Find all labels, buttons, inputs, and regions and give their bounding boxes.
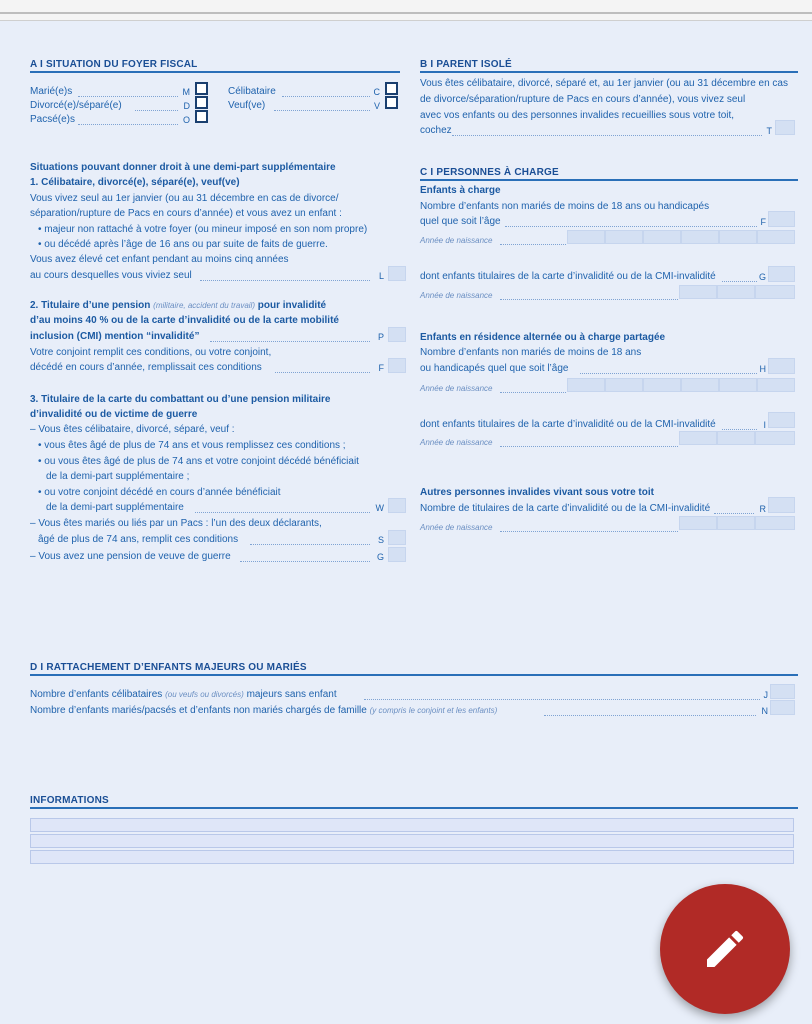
enfants-charge-title: Enfants à charge [420, 185, 501, 196]
parent-isole-line4: cochez [420, 125, 452, 136]
checkbox-pacse[interactable] [195, 110, 208, 123]
code-m: M [182, 87, 190, 97]
section-d-title: D I RATTACHEMENT D’ENFANTS MAJEURS OU MARIÉS [30, 662, 307, 673]
label-divorce: Divorcé(e)/séparé(e) [30, 100, 122, 111]
code-g-c: G [758, 272, 766, 282]
rattachement-line2: Nombre d’enfants mariés/pacsés et d’enfants non mariés chargés de famille (y compris le conjoint et les enfants) [30, 705, 498, 716]
item3-line5: • ou vous êtes âgé de plus de 74 ans et votre conjoint décédé bénéficiait [38, 456, 359, 467]
birth-year-r-1[interactable] [679, 516, 717, 530]
code-i: I [763, 420, 766, 430]
item3-line2: d’invalidité ou de victime de guerre [30, 409, 198, 420]
item2-line3: inclusion (CMI) mention “invalidité” [30, 331, 200, 342]
item1-line6: au cours desquelles vous viviez seul [30, 270, 192, 281]
code-n: N [761, 706, 768, 716]
item1-line5: Vous avez élevé cet enfant pendant au moins cinq années [30, 254, 289, 265]
item2-line5: décédé en cours d’année, remplissait ces conditions [30, 362, 262, 373]
alternee-title: Enfants en résidence alternée ou à charge partagée [420, 332, 666, 343]
code-c: C [373, 87, 380, 97]
parent-isole-line3: avec vos enfants ou des personnes invalides recueillies sous votre toit, [420, 110, 735, 121]
item3-line1: 3. Titulaire de la carte du combattant ou d’une pension militaire [30, 394, 331, 405]
field-h[interactable] [768, 358, 795, 374]
code-f-a: F [378, 363, 384, 373]
enfants-line2: quel que soit l’âge [420, 216, 501, 227]
item2-line4: Votre conjoint remplit ces conditions, ou votre conjoint, [30, 347, 272, 358]
birth-year-2[interactable] [605, 230, 643, 244]
field-p[interactable] [388, 327, 406, 342]
checkbox-celibataire[interactable] [385, 82, 398, 95]
item1-line1: Vous vivez seul au 1er janvier (ou au 31 décembre en cas de divorce/ [30, 193, 339, 204]
code-r: R [759, 504, 766, 514]
demi-part-title: Situations pouvant donner droit à une demi-part supplémentaire [30, 162, 336, 173]
birth-year-4[interactable] [681, 230, 719, 244]
browser-top-bar [0, 0, 812, 21]
birth-year-i-1[interactable] [679, 431, 717, 445]
birth-year-5[interactable] [719, 230, 757, 244]
code-p: P [377, 332, 384, 342]
item1-line3: • majeur non rattaché à votre foyer (ou mineur imposé en son nom propre) [38, 224, 368, 235]
autres-title: Autres personnes invalides vivant sous votre toit [420, 487, 654, 498]
section-d-rule [30, 674, 798, 676]
section-b-rule [420, 71, 798, 73]
label-marie: Marié(e)s [30, 86, 73, 97]
alternee-line1: Nombre d’enfants non mariés de moins de 18 ans [420, 347, 642, 358]
birth-year-h-6[interactable] [757, 378, 795, 392]
birth-year-i-2[interactable] [717, 431, 755, 445]
field-n[interactable] [770, 700, 795, 715]
field-f-a[interactable] [388, 358, 406, 373]
item3-line9: – Vous êtes mariés ou liés par un Pacs : l’un des deux déclarants, [30, 518, 322, 529]
informations-title: INFORMATIONS [30, 795, 109, 806]
informations-line-3[interactable] [30, 850, 794, 864]
item1-title: 1. Célibataire, divorcé(e), séparé(e), veuf(ve) [30, 177, 240, 188]
birth-year-h-5[interactable] [719, 378, 757, 392]
alternee-line2: ou handicapés quel que soit l’âge [420, 363, 569, 374]
code-t: T [766, 126, 772, 136]
code-s: S [377, 535, 384, 545]
birth-year-r-3[interactable] [755, 516, 795, 530]
section-a-title: A I SITUATION DU FOYER FISCAL [30, 59, 198, 70]
birth-year-6[interactable] [757, 230, 795, 244]
code-d: D [183, 101, 190, 111]
birth-year-g-1[interactable] [679, 285, 717, 299]
pencil-edit-icon [701, 925, 749, 973]
item3-line3: – Vous êtes célibataire, divorcé, séparé, veuf : [30, 424, 235, 435]
parent-isole-line1: Vous êtes célibataire, divorcé, séparé et, au 1er janvier (ou au 31 décembre en cas [420, 78, 788, 89]
code-h: H [759, 364, 766, 374]
code-l: L [378, 271, 384, 281]
field-l[interactable] [388, 266, 406, 281]
section-c-title: C I PERSONNES À CHARGE [420, 167, 559, 178]
item3-line6: de la demi-part supplémentaire ; [46, 471, 190, 482]
enfants-line3: dont enfants titulaires de la carte d’invalidité ou de la CMI-invalidité [420, 271, 716, 282]
section-a-rule [30, 71, 400, 73]
item3-line8: de la demi-part supplémentaire [46, 502, 184, 513]
alternee-line3: dont enfants titulaires de la carte d’invalidité ou de la CMI-invalidité [420, 419, 716, 430]
item2-line2: d’au moins 40 % ou de la carte d’invalidité ou de la carte mobilité [30, 315, 339, 326]
annee-naissance-4: Année de naissance [420, 438, 493, 447]
annee-naissance-1: Année de naissance [420, 236, 493, 245]
section-b-title: B I PARENT ISOLÉ [420, 59, 512, 70]
autres-line1: Nombre de titulaires de la carte d’invalidité ou de la CMI-invalidité [420, 503, 711, 514]
birth-year-g-3[interactable] [755, 285, 795, 299]
field-f-c[interactable] [768, 211, 795, 227]
field-r[interactable] [768, 497, 795, 513]
field-i[interactable] [768, 412, 795, 428]
code-o: O [182, 115, 190, 125]
parent-isole-line2: de divorce/séparation/rupture de Pacs en cours d’année), vous vivez seul [420, 94, 746, 105]
birth-year-r-2[interactable] [717, 516, 755, 530]
field-w[interactable] [388, 498, 406, 513]
annee-naissance-2: Année de naissance [420, 291, 493, 300]
code-f-c: F [760, 217, 766, 227]
annee-naissance-5: Année de naissance [420, 523, 493, 532]
item3-line10: âgé de plus de 74 ans, remplit ces conditions [38, 534, 239, 545]
birth-year-h-4[interactable] [681, 378, 719, 392]
label-veuf: Veuf(ve) [228, 100, 266, 111]
birth-year-i-3[interactable] [755, 431, 795, 445]
item2-line1: 2. Titulaire d’une pension (militaire, accident du travail) pour invalidité [30, 300, 327, 311]
annee-naissance-3: Année de naissance [420, 384, 493, 393]
field-g-a[interactable] [388, 547, 406, 562]
birth-year-h-2[interactable] [605, 378, 643, 392]
informations-line-2[interactable] [30, 834, 794, 848]
birth-year-h-1[interactable] [567, 378, 605, 392]
birth-year-1[interactable] [567, 230, 605, 244]
code-j: J [763, 690, 768, 700]
birth-year-h-3[interactable] [643, 378, 681, 392]
label-pacse: Pacsé(e)s [30, 114, 76, 125]
code-v: V [373, 101, 380, 111]
section-c-rule [420, 179, 798, 181]
code-w: W [375, 503, 384, 513]
rattachement-line1: Nombre d’enfants célibataires (ou veufs ou divorcés) majeurs sans enfant [30, 689, 337, 700]
field-g-c[interactable] [768, 266, 795, 282]
item3-line4: • vous êtes âgé de plus de 74 ans et vous remplissez ces conditions ; [38, 440, 346, 451]
field-j[interactable] [770, 684, 795, 699]
informations-line-1[interactable] [30, 818, 794, 832]
checkbox-marie[interactable] [195, 82, 208, 95]
item1-line2: séparation/rupture de Pacs en cours d’année) et vous avez un enfant : [30, 208, 342, 219]
edit-fab-button[interactable] [660, 884, 790, 1014]
birth-year-3[interactable] [643, 230, 681, 244]
item3-line11: – Vous avez une pension de veuve de guerre [30, 551, 231, 562]
enfants-line1: Nombre d’enfants non mariés de moins de 18 ans ou handicapés [420, 201, 710, 212]
label-celibataire: Célibataire [228, 86, 276, 97]
checkbox-divorce[interactable] [195, 96, 208, 109]
field-s[interactable] [388, 530, 406, 545]
informations-rule [30, 807, 798, 809]
checkbox-veuf[interactable] [385, 96, 398, 109]
item1-line4: • ou décédé après l’âge de 16 ans ou par suite de faits de guerre. [38, 239, 328, 250]
item3-line7: • ou votre conjoint décédé en cours d’année bénéficiait [38, 487, 281, 498]
birth-year-g-2[interactable] [717, 285, 755, 299]
code-g-a: G [376, 552, 384, 562]
field-t[interactable] [775, 120, 795, 135]
